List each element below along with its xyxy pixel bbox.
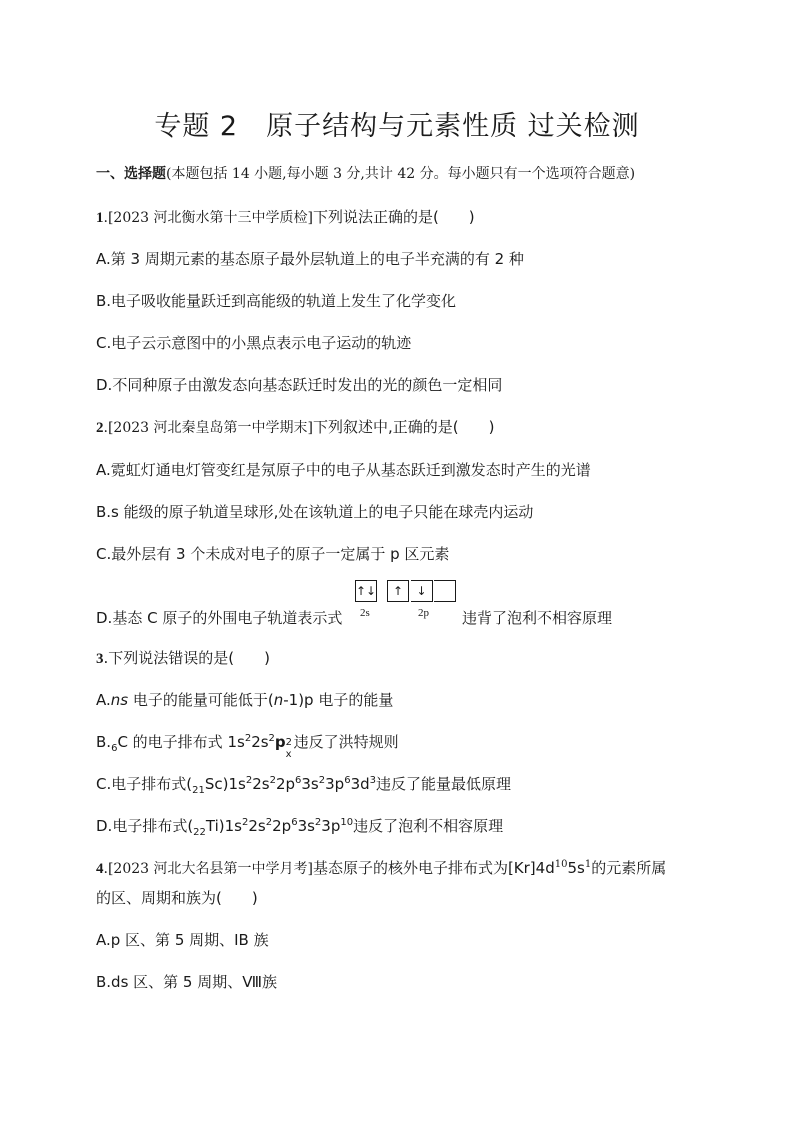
orbital-text: 5s <box>567 859 585 877</box>
orbital-text: 3s <box>301 775 319 793</box>
option-text: 违反了洪特规则 <box>293 733 399 751</box>
question-3-stem <box>96 647 270 668</box>
option-text: C.电子排布式( <box>96 775 193 793</box>
question-text: 基态原子的核外电子排布式为[Kr]4d <box>312 859 555 877</box>
q2-option-d-text: D.基态 C 原子的外围电子轨道表示式 <box>96 609 343 627</box>
q3-option-d <box>96 815 503 838</box>
question-2-stem <box>96 416 494 437</box>
orbital-text: 2s <box>251 733 269 751</box>
n-term: n <box>273 691 284 709</box>
atomic-number: 21 <box>192 785 205 796</box>
orbital-text: 3s <box>297 817 315 835</box>
element-text: Sc)1s <box>204 775 246 793</box>
option-letter: A. <box>96 691 111 709</box>
q1-option-d: D.不同种原子由激发态向基态跃迁时发出的光的颜色一定相同 <box>96 376 503 394</box>
superscript: 6 <box>291 817 298 828</box>
superscript: 2 <box>242 817 249 828</box>
superscript: 2 <box>245 775 253 786</box>
option-text: 违反了泡利不相容原理 <box>353 817 504 835</box>
superscript: 2 <box>318 775 326 786</box>
q3-option-a <box>96 689 393 710</box>
q1-option-a: A.第 3 周期元素的基态原子最外层轨道上的电子半充满的有 2 种 <box>96 250 524 268</box>
question-number: 1 <box>96 210 104 226</box>
option-text: -1)p 电子的能量 <box>283 691 394 709</box>
element-text: Ti)1s <box>205 817 242 835</box>
ns-term: ns <box>110 691 129 709</box>
orbital-box-2p-1: ↑ <box>387 580 409 602</box>
page-title: 专题 2 原子结构与元素性质 过关检测 <box>154 111 640 142</box>
option-text: D.电子排布式( <box>96 817 194 835</box>
q4-option-b: B.ds 区、第 5 周期、Ⅷ族 <box>96 973 277 991</box>
atomic-number: 22 <box>193 827 206 838</box>
superscript: 3 <box>369 775 377 786</box>
question-text: 下列说法正确的是( ) <box>312 208 475 226</box>
option-letter: B. <box>96 733 112 751</box>
orbital-box-2p-3 <box>434 580 456 602</box>
superscript: 2 <box>268 733 275 744</box>
orbital-text: 2s <box>248 817 266 835</box>
orbital-label-2s: 2s <box>360 607 370 619</box>
superscript: 10 <box>554 859 568 870</box>
atomic-number: 6 <box>111 743 118 754</box>
q2-option-b: B.s 能级的原子轨道呈球形,处在该轨道上的电子只能在球壳内运动 <box>96 503 534 521</box>
subscript: x <box>285 749 292 760</box>
superscript: 6 <box>344 775 351 786</box>
question-number: 3 <box>96 651 104 667</box>
question-number: 2 <box>96 420 104 436</box>
orbital-box-2s: ↑↓ <box>355 580 377 602</box>
question-source: .[2023 河北秦皇岛第一中学期末] <box>103 420 313 436</box>
superscript: 2 <box>314 817 322 828</box>
q3-option-c <box>96 773 511 796</box>
orbital-text: 3d <box>350 775 370 793</box>
q2-option-d-suffix: 违背了泡利不相容原理 <box>462 609 613 627</box>
superscript: 2 <box>269 775 276 786</box>
superscript: 1 <box>584 859 592 870</box>
question-4-stem-continued: 的区、周期和族为( ) <box>96 889 258 907</box>
question-text: 的元素所属 <box>591 859 667 877</box>
section-heading <box>96 163 635 183</box>
superscript: 2 <box>285 737 293 748</box>
option-text: C 的电子排布式 1s <box>117 733 245 751</box>
question-source: .[2023 河北衡水第十三中学质检] <box>103 210 313 226</box>
question-4-stem <box>96 857 666 878</box>
q4-option-a: A.p 区、第 5 周期、ⅠB 族 <box>96 931 269 949</box>
section-note: (本题包括 14 小题,每小题 3 分,共计 42 分。每小题只有一个选项符合题意) <box>166 166 636 182</box>
orbital-label-2p: 2p <box>418 607 429 619</box>
orbital-text: 2p <box>272 817 292 835</box>
question-text: .下列说法错误的是( ) <box>103 649 270 667</box>
orbital-text: p <box>274 733 286 751</box>
superscript: 6 <box>295 775 302 786</box>
orbital-text: 3p <box>321 817 341 835</box>
superscript: 2 <box>244 733 252 744</box>
question-number: 4 <box>96 861 104 877</box>
option-text: 电子的能量可能低于( <box>128 691 274 709</box>
q1-option-c: C.电子云示意图中的小黑点表示电子运动的轨迹 <box>96 334 412 352</box>
orbital-text: 2s <box>252 775 270 793</box>
q3-option-b <box>96 731 399 760</box>
superscript: 10 <box>340 817 354 828</box>
question-1-stem <box>96 206 475 227</box>
orbital-text: 2p <box>275 775 296 793</box>
option-text: 违反了能量最低原理 <box>376 775 512 793</box>
q2-option-a: A.霓虹灯通电灯管变红是氖原子中的电子从基态跃迁到激发态时产生的光谱 <box>96 461 591 479</box>
section-label: 一、选择题 <box>96 166 166 182</box>
orbital-box-2p-2: ↓ <box>411 580 433 602</box>
superscript: 2 <box>265 817 273 828</box>
question-text: 下列叙述中,正确的是( ) <box>312 418 495 436</box>
q2-option-c: C.最外层有 3 个未成对电子的原子一定属于 p 区元素 <box>96 545 450 563</box>
question-source: .[2023 河北大名县第一中学月考] <box>103 861 313 877</box>
orbital-text: 3p <box>325 775 345 793</box>
q1-option-b: B.电子吸收能量跃迁到高能级的轨道上发生了化学变化 <box>96 292 457 310</box>
